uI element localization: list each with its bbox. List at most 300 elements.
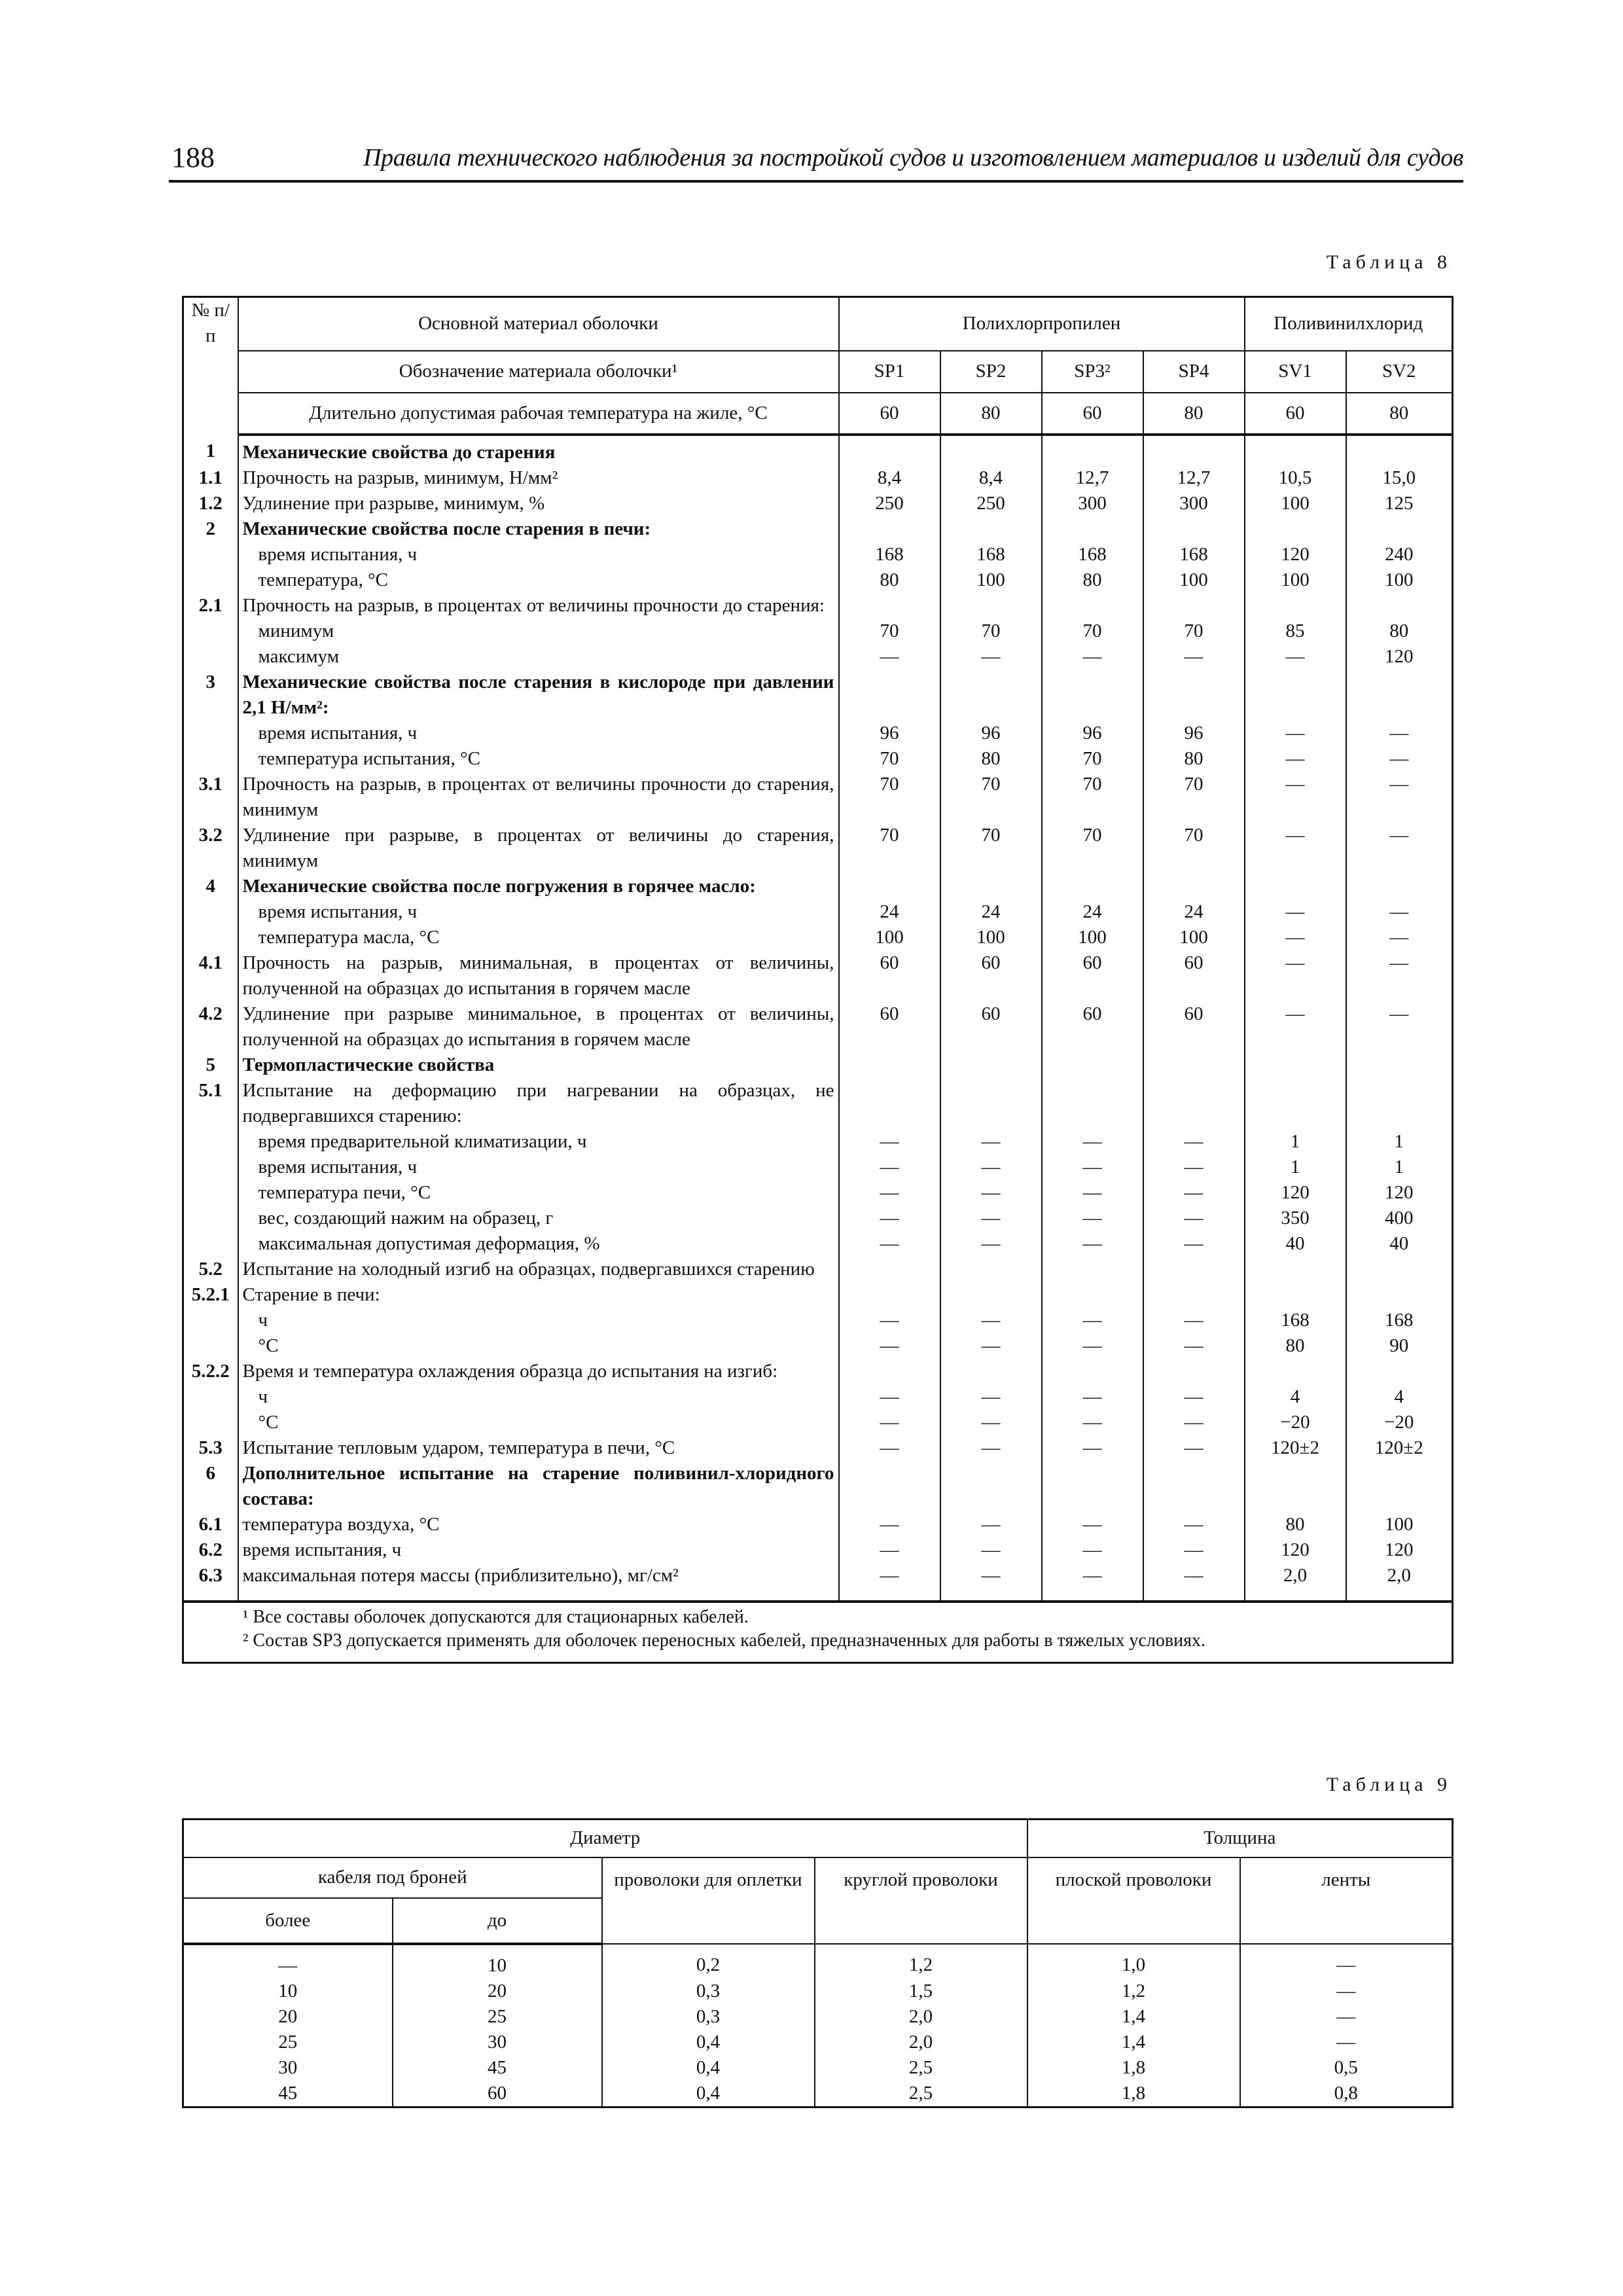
- value-cell: 0,4: [602, 2081, 815, 2108]
- value-cell: [1245, 1359, 1346, 1384]
- value-cell: 80: [1245, 1512, 1346, 1537]
- value-cell: —: [839, 1308, 940, 1333]
- value-cell: [839, 516, 940, 542]
- value-cell: [1042, 516, 1143, 542]
- row-number: [183, 542, 238, 567]
- row-number: 4.2: [183, 1001, 238, 1052]
- value-cell: [1143, 874, 1245, 899]
- value-cell: —: [1042, 1308, 1143, 1333]
- designation-label: Обозначение материала оболочки¹: [238, 351, 839, 393]
- value-cell: [940, 1359, 1042, 1384]
- table-row: [183, 2030, 1453, 2055]
- footnote-2: ² Состав SP3 допускается применять для оболочек переносных кабелей, предназначенных для работы в тяжелых условиях.: [243, 1630, 1205, 1651]
- value-cell: 70: [1143, 823, 1245, 874]
- value-cell: —: [1143, 1206, 1245, 1231]
- row-description: ч: [238, 1384, 839, 1410]
- value-cell: 1,8: [1027, 2055, 1240, 2081]
- value-cell: 30: [393, 2030, 602, 2055]
- value-cell: 70: [1042, 772, 1143, 823]
- table-row: [183, 465, 1453, 491]
- value-cell: [940, 1461, 1042, 1512]
- table-row: [183, 1001, 1453, 1052]
- value-cell: —: [839, 1512, 940, 1537]
- value-cell: 70: [839, 772, 940, 823]
- table-row: [183, 1308, 1453, 1333]
- value-cell: 120: [1245, 1537, 1346, 1563]
- designation-cell: SV1: [1245, 351, 1346, 393]
- table-row: [183, 1512, 1453, 1537]
- row-description: °С: [238, 1410, 839, 1435]
- value-cell: —: [1245, 950, 1346, 1001]
- value-cell: —: [940, 1129, 1042, 1155]
- value-cell: —: [1042, 1231, 1143, 1257]
- value-cell: [1143, 1359, 1245, 1384]
- value-cell: 120±2: [1245, 1435, 1346, 1461]
- value-cell: [839, 1052, 940, 1078]
- value-cell: 45: [183, 2081, 393, 2108]
- value-cell: 70: [839, 746, 940, 772]
- value-cell: 0,3: [602, 2004, 815, 2030]
- row-number: [183, 899, 238, 925]
- value-cell: —: [1240, 2030, 1453, 2055]
- value-cell: [1245, 670, 1346, 721]
- row-description: Удлинение при разрыве, минимум, %: [238, 491, 839, 516]
- value-cell: —: [1346, 772, 1453, 823]
- table-row: [183, 491, 1453, 516]
- row-number: 4.1: [183, 950, 238, 1001]
- value-cell: [839, 435, 940, 465]
- value-cell: —: [1143, 1537, 1245, 1563]
- value-cell: [839, 1257, 940, 1282]
- row-description: Испытание тепловым ударом, температура в печи, °С: [238, 1435, 839, 1461]
- value-cell: 60: [1143, 1001, 1245, 1052]
- value-cell: [1245, 1282, 1346, 1308]
- value-cell: —: [839, 644, 940, 670]
- value-cell: [1245, 1461, 1346, 1512]
- row-number: [183, 1308, 238, 1333]
- table-8: [182, 296, 1454, 1664]
- value-cell: —: [940, 1410, 1042, 1435]
- row-description: Механические свойства до старения: [238, 435, 839, 465]
- table8-header-row: [183, 297, 1453, 351]
- table-row: [183, 1537, 1453, 1563]
- value-cell: —: [839, 1410, 940, 1435]
- designation-cell: SV2: [1346, 351, 1453, 393]
- value-cell: 8,4: [940, 465, 1042, 491]
- value-cell: 100: [1346, 1512, 1453, 1537]
- value-cell: [839, 670, 940, 721]
- value-cell: —: [1346, 925, 1453, 950]
- value-cell: −20: [1346, 1410, 1453, 1435]
- value-cell: −20: [1245, 1410, 1346, 1435]
- value-cell: 168: [1042, 542, 1143, 567]
- value-cell: 1: [1245, 1129, 1346, 1155]
- temperature-cell: 80: [940, 393, 1042, 435]
- value-cell: —: [940, 1563, 1042, 1602]
- value-cell: 80: [1143, 746, 1245, 772]
- table-9: [182, 1818, 1454, 2108]
- row-description: Дополнительное испытание на старение поливинил-хлоридного состава:: [238, 1461, 839, 1512]
- value-cell: —: [940, 1333, 1042, 1359]
- value-cell: 10,5: [1245, 465, 1346, 491]
- running-title: Правила технического наблюдения за постройкой судов и изготовлением материалов и изделий для судов: [363, 144, 1463, 171]
- value-cell: —: [1245, 899, 1346, 925]
- value-cell: —: [1245, 746, 1346, 772]
- table-row: [183, 1979, 1453, 2004]
- value-cell: —: [1346, 950, 1453, 1001]
- value-cell: 2,0: [1245, 1563, 1346, 1602]
- table-row: [183, 619, 1453, 644]
- value-cell: 1,2: [815, 1944, 1027, 1979]
- value-cell: [940, 670, 1042, 721]
- row-number: [183, 1333, 238, 1359]
- value-cell: —: [1042, 1206, 1143, 1231]
- row-number: 5.2.2: [183, 1359, 238, 1384]
- row-description: Испытание на холодный изгиб на образцах, подвергавшихся старению: [238, 1257, 839, 1282]
- row-description: температура испытания, °С: [238, 746, 839, 772]
- value-cell: 2,0: [1346, 1563, 1453, 1602]
- group-polychloropropylene: Полихлорпропилен: [839, 297, 1245, 351]
- value-cell: 96: [940, 721, 1042, 746]
- value-cell: [839, 593, 940, 619]
- footnote-1: ¹ Все составы оболочек допускаются для стационарных кабелей.: [243, 1606, 749, 1627]
- value-cell: 70: [940, 772, 1042, 823]
- value-cell: [1346, 1282, 1453, 1308]
- value-cell: 100: [1346, 567, 1453, 593]
- table-row: [183, 542, 1453, 567]
- value-cell: —: [940, 1180, 1042, 1206]
- temperature-cell: 60: [1245, 393, 1346, 435]
- table-row: [183, 1052, 1453, 1078]
- value-cell: [1042, 670, 1143, 721]
- row-description: Удлинение при разрыве минимальное, в процентах от величины, полученной на образцах до испытания в горячем масле: [238, 1001, 839, 1052]
- value-cell: —: [1346, 899, 1453, 925]
- value-cell: [1042, 1257, 1143, 1282]
- value-cell: —: [1245, 925, 1346, 950]
- value-cell: 80: [1042, 567, 1143, 593]
- value-cell: 100: [940, 925, 1042, 950]
- row-number: [183, 746, 238, 772]
- value-cell: 120±2: [1346, 1435, 1453, 1461]
- value-cell: 30: [183, 2055, 393, 2081]
- value-cell: 24: [1143, 899, 1245, 925]
- value-cell: [1245, 874, 1346, 899]
- value-cell: 24: [839, 899, 940, 925]
- value-cell: 15,0: [1346, 465, 1453, 491]
- value-cell: [1346, 516, 1453, 542]
- value-cell: —: [1042, 1155, 1143, 1180]
- value-cell: [1143, 1078, 1245, 1129]
- temperature-label: Длительно допустимая рабочая температура на жиле, °С: [238, 393, 839, 435]
- value-cell: —: [839, 1563, 940, 1602]
- value-cell: —: [1042, 1410, 1143, 1435]
- value-cell: 12,7: [1042, 465, 1143, 491]
- value-cell: 168: [1143, 542, 1245, 567]
- table-row: [183, 435, 1453, 465]
- value-cell: [1042, 874, 1143, 899]
- value-cell: [1346, 874, 1453, 899]
- value-cell: —: [1042, 1435, 1143, 1461]
- value-cell: 100: [1143, 925, 1245, 950]
- value-cell: [940, 1282, 1042, 1308]
- value-cell: —: [1346, 746, 1453, 772]
- value-cell: 70: [839, 823, 940, 874]
- value-cell: 120: [1245, 542, 1346, 567]
- value-cell: —: [1245, 721, 1346, 746]
- value-cell: [1346, 1359, 1453, 1384]
- row-number: [183, 1129, 238, 1155]
- value-cell: [1143, 435, 1245, 465]
- value-cell: 60: [839, 950, 940, 1001]
- row-description: температура печи, °С: [238, 1180, 839, 1206]
- value-cell: 100: [839, 925, 940, 950]
- value-cell: 300: [1042, 491, 1143, 516]
- value-cell: 70: [1143, 619, 1245, 644]
- row-number: 5.3: [183, 1435, 238, 1461]
- table-row: [183, 1180, 1453, 1206]
- value-cell: [1143, 1257, 1245, 1282]
- value-cell: [940, 435, 1042, 465]
- over-header: более: [183, 1898, 393, 1944]
- table-row: [183, 1257, 1453, 1282]
- value-cell: 168: [839, 542, 940, 567]
- cable-under-armor-header: кабеля под броней: [183, 1857, 602, 1898]
- value-cell: [940, 593, 1042, 619]
- value-cell: —: [940, 1308, 1042, 1333]
- value-cell: 70: [1143, 772, 1245, 823]
- value-cell: 70: [940, 823, 1042, 874]
- value-cell: —: [1143, 1129, 1245, 1155]
- designation-cell: SP2: [940, 351, 1042, 393]
- value-cell: [1346, 1461, 1453, 1512]
- value-cell: [1143, 593, 1245, 619]
- table-row: [183, 1435, 1453, 1461]
- table9-subheader-row: [183, 1857, 1453, 1898]
- row-number: [183, 619, 238, 644]
- value-cell: 25: [393, 2004, 602, 2030]
- value-cell: —: [839, 1155, 940, 1180]
- value-cell: —: [839, 1206, 940, 1231]
- table9-header-row: [183, 1820, 1453, 1857]
- row-description: Механические свойства после погружения в горячее масло:: [238, 874, 839, 899]
- value-cell: —: [1240, 1944, 1453, 1979]
- value-cell: —: [940, 1537, 1042, 1563]
- row-description: Старение в печи:: [238, 1282, 839, 1308]
- value-cell: —: [839, 1129, 940, 1155]
- row-description: Время и температура охлаждения образца до испытания на изгиб:: [238, 1359, 839, 1384]
- value-cell: 60: [1042, 950, 1143, 1001]
- tape-header: ленты: [1240, 1857, 1453, 1944]
- value-cell: [1346, 670, 1453, 721]
- table8-caption: Таблица 8: [1326, 251, 1452, 273]
- value-cell: 80: [839, 567, 940, 593]
- value-cell: 350: [1245, 1206, 1346, 1231]
- table-row: [183, 1206, 1453, 1231]
- value-cell: —: [1143, 1308, 1245, 1333]
- group-polyvinylchloride: Поливинилхлорид: [1245, 297, 1453, 351]
- value-cell: 24: [1042, 899, 1143, 925]
- row-description: температура воздуха, °С: [238, 1512, 839, 1537]
- value-cell: 168: [1245, 1308, 1346, 1333]
- table-row: [183, 1078, 1453, 1129]
- value-cell: 4: [1245, 1384, 1346, 1410]
- value-cell: [1245, 1052, 1346, 1078]
- row-number: 6.1: [183, 1512, 238, 1537]
- row-number: [183, 644, 238, 670]
- table-row: [183, 516, 1453, 542]
- col-number-header: № п/п: [183, 297, 238, 435]
- row-number: 5.2.1: [183, 1282, 238, 1308]
- thickness-header: Толщина: [1027, 1820, 1453, 1857]
- value-cell: 60: [940, 1001, 1042, 1052]
- value-cell: 85: [1245, 619, 1346, 644]
- table-row: [183, 1944, 1453, 1979]
- value-cell: 24: [940, 899, 1042, 925]
- value-cell: [1346, 593, 1453, 619]
- value-cell: —: [1143, 644, 1245, 670]
- row-description: Прочность на разрыв, в процентах от величины прочности до старения:: [238, 593, 839, 619]
- value-cell: 0,3: [602, 1979, 815, 2004]
- table8-designation-row: [183, 351, 1453, 393]
- value-cell: [1143, 1282, 1245, 1308]
- value-cell: —: [1042, 644, 1143, 670]
- value-cell: —: [1245, 772, 1346, 823]
- value-cell: [1346, 1052, 1453, 1078]
- value-cell: 168: [1346, 1308, 1453, 1333]
- value-cell: —: [839, 1231, 940, 1257]
- value-cell: [1042, 435, 1143, 465]
- table8-footnotes-row: [183, 1602, 1453, 1663]
- value-cell: 70: [940, 619, 1042, 644]
- table-row: [183, 2004, 1453, 2030]
- row-number: [183, 925, 238, 950]
- value-cell: —: [839, 1180, 940, 1206]
- table-row: [183, 1129, 1453, 1155]
- value-cell: 100: [1245, 567, 1346, 593]
- value-cell: 240: [1346, 542, 1453, 567]
- value-cell: [1042, 1282, 1143, 1308]
- value-cell: [1143, 670, 1245, 721]
- value-cell: —: [183, 1944, 393, 1979]
- value-cell: 300: [1143, 491, 1245, 516]
- table-row: [183, 1333, 1453, 1359]
- value-cell: —: [1042, 1129, 1143, 1155]
- designation-cell: SP1: [839, 351, 940, 393]
- value-cell: —: [839, 1435, 940, 1461]
- value-cell: 80: [1245, 1333, 1346, 1359]
- value-cell: 2,0: [815, 2004, 1027, 2030]
- row-description: время испытания, ч: [238, 1537, 839, 1563]
- row-number: 2: [183, 516, 238, 542]
- row-description: максимум: [238, 644, 839, 670]
- round-wire-header: круглой проволоки: [815, 1857, 1027, 1944]
- value-cell: 120: [1245, 1180, 1346, 1206]
- value-cell: 0,2: [602, 1944, 815, 1979]
- row-description: минимум: [238, 619, 839, 644]
- table-row: [183, 874, 1453, 899]
- value-cell: 1: [1245, 1155, 1346, 1180]
- value-cell: [1245, 1257, 1346, 1282]
- value-cell: [1042, 1359, 1143, 1384]
- row-number: 5.2: [183, 1257, 238, 1282]
- value-cell: 1,5: [815, 1979, 1027, 2004]
- value-cell: [1042, 1052, 1143, 1078]
- row-description: Прочность на разрыв, в процентах от величины прочности до старения, минимум: [238, 772, 839, 823]
- row-description: Термопластические свойства: [238, 1052, 839, 1078]
- value-cell: 1,4: [1027, 2004, 1240, 2030]
- table-row: [183, 823, 1453, 874]
- value-cell: —: [940, 1206, 1042, 1231]
- row-description: Прочность на разрыв, минимум, Н/мм²: [238, 465, 839, 491]
- row-description: °С: [238, 1333, 839, 1359]
- designation-cell: SP3²: [1042, 351, 1143, 393]
- table-row: [183, 593, 1453, 619]
- table-row: [183, 950, 1453, 1001]
- row-description: Прочность на разрыв, минимальная, в процентах от величины, полученной на образцах до испытания в горячем масле: [238, 950, 839, 1001]
- value-cell: 100: [1245, 491, 1346, 516]
- table8-footnotes: [183, 1602, 1453, 1663]
- row-number: [183, 721, 238, 746]
- value-cell: 1,4: [1027, 2030, 1240, 2055]
- value-cell: 400: [1346, 1206, 1453, 1231]
- value-cell: 1,2: [1027, 1979, 1240, 2004]
- value-cell: —: [1042, 1333, 1143, 1359]
- value-cell: 60: [839, 1001, 940, 1052]
- table8-temperature-row: [183, 393, 1453, 435]
- value-cell: 60: [1042, 1001, 1143, 1052]
- table-row: [183, 2081, 1453, 2108]
- value-cell: 60: [940, 950, 1042, 1001]
- table-row: [183, 721, 1453, 746]
- value-cell: [839, 1461, 940, 1512]
- value-cell: —: [1245, 644, 1346, 670]
- value-cell: —: [1042, 1563, 1143, 1602]
- value-cell: [1143, 1461, 1245, 1512]
- value-cell: —: [940, 1512, 1042, 1537]
- upto-header: до: [393, 1898, 602, 1944]
- value-cell: —: [839, 1333, 940, 1359]
- value-cell: 168: [940, 542, 1042, 567]
- value-cell: 1,8: [1027, 2081, 1240, 2108]
- braid-wire-header: проволоки для оплетки: [602, 1857, 815, 1944]
- value-cell: [1042, 1078, 1143, 1129]
- value-cell: [1042, 593, 1143, 619]
- value-cell: 100: [940, 567, 1042, 593]
- value-cell: —: [1143, 1231, 1245, 1257]
- table-row: [183, 746, 1453, 772]
- value-cell: [1245, 435, 1346, 465]
- row-number: [183, 1384, 238, 1410]
- value-cell: [839, 1359, 940, 1384]
- value-cell: 1,0: [1027, 1944, 1240, 1979]
- value-cell: 12,7: [1143, 465, 1245, 491]
- flat-wire-header: плоской проволоки: [1027, 1857, 1240, 1944]
- value-cell: —: [940, 644, 1042, 670]
- value-cell: —: [1240, 2004, 1453, 2030]
- value-cell: —: [1143, 1410, 1245, 1435]
- value-cell: 250: [940, 491, 1042, 516]
- value-cell: 8,4: [839, 465, 940, 491]
- row-number: [183, 1231, 238, 1257]
- value-cell: 70: [1042, 619, 1143, 644]
- value-cell: —: [1245, 1001, 1346, 1052]
- value-cell: [1245, 593, 1346, 619]
- value-cell: —: [940, 1231, 1042, 1257]
- value-cell: —: [1143, 1563, 1245, 1602]
- row-number: 3.2: [183, 823, 238, 874]
- table-row: [183, 1563, 1453, 1602]
- value-cell: 60: [393, 2081, 602, 2108]
